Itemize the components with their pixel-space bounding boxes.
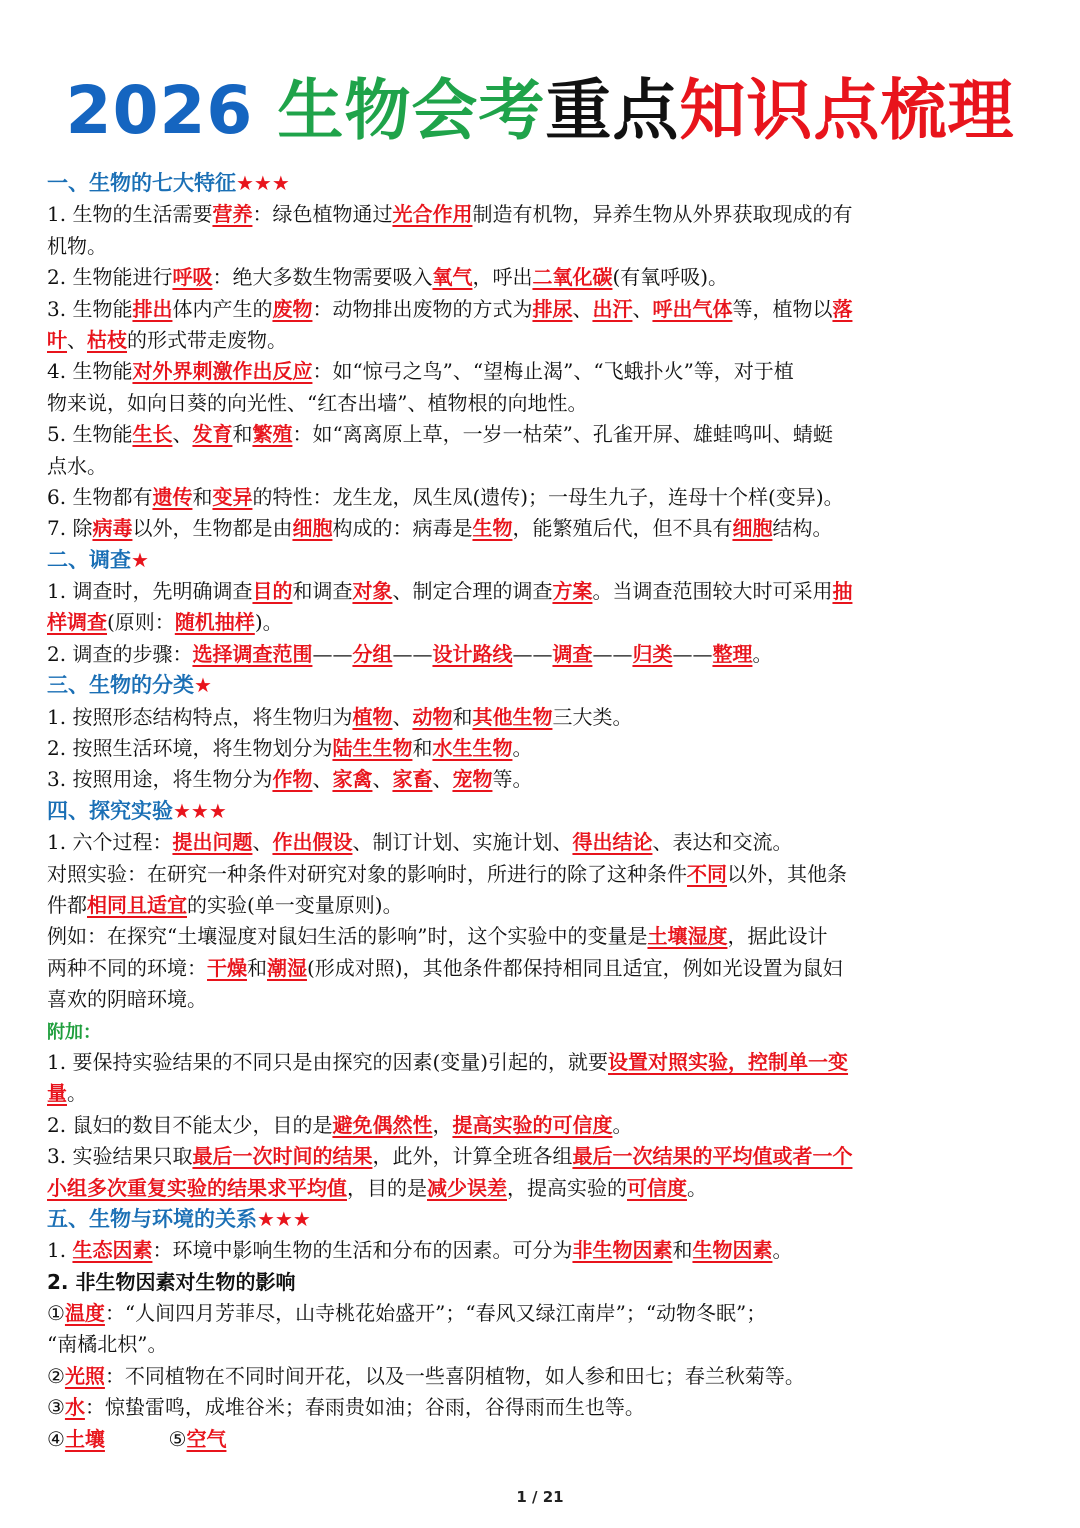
text-line	[47, 231, 1037, 262]
text-line	[47, 419, 1037, 450]
key-term: 繁殖	[252, 422, 293, 447]
key-term: 量	[47, 1081, 67, 1106]
text-line	[47, 1267, 1037, 1298]
addon-label: 附加：	[47, 1021, 101, 1043]
body-text: 制造有机物，异养生物从外界获取现成的有	[472, 202, 853, 227]
importance-stars: ★★★	[236, 171, 290, 195]
key-term: 排出	[132, 296, 173, 321]
key-term: 发育	[192, 422, 233, 447]
body-text: 、制订计划、实施计划、	[352, 830, 573, 855]
body-text: 点水。	[47, 453, 107, 478]
title-part: 生物会考	[277, 72, 546, 149]
key-term: 对外界刺激作出反应	[132, 359, 313, 384]
key-term: 提出问题	[172, 830, 253, 855]
body-text: ——	[672, 641, 713, 666]
key-term: 家禽	[332, 767, 373, 792]
section-heading: 二、调查	[47, 547, 131, 572]
key-term: 最后一次时间的结果	[192, 1144, 373, 1169]
section-heading: 一、生物的七大特征	[47, 171, 236, 195]
key-term: 相同且适宜	[87, 892, 187, 917]
body-text: 、	[572, 296, 593, 321]
importance-stars: ★★★	[173, 798, 227, 823]
text-line	[47, 388, 1037, 419]
body-text: 、表达和交流。	[652, 830, 793, 855]
key-term: 调查	[552, 641, 593, 666]
body-text: ，提高实验的	[507, 1175, 627, 1200]
key-term: 样调查	[47, 610, 107, 635]
document-body	[47, 168, 1037, 1455]
body-text: 、制定合理的调查	[392, 579, 553, 604]
key-term: 设计路线	[432, 641, 513, 666]
body-text: 4. 生物能	[47, 359, 133, 384]
body-text: 1. 调查时，先明确调查	[47, 579, 253, 604]
body-text: ，此外，计算全班各组	[372, 1144, 573, 1169]
body-text: ——	[592, 641, 633, 666]
key-term: 营养	[212, 202, 253, 227]
text-line	[47, 702, 1037, 733]
text-line	[47, 1424, 1037, 1455]
key-term: 潮湿	[267, 955, 307, 980]
body-text: 对照实验：在研究一种条件对研究对象的影响时，所进行的除了这种条件	[47, 861, 687, 886]
body-text: “南橘北枳”。	[47, 1332, 168, 1357]
text-line	[47, 168, 1037, 199]
key-term: 生态因素	[72, 1238, 153, 1263]
body-text: ——	[392, 641, 433, 666]
key-term: 废物	[272, 296, 313, 321]
key-term: 空气	[186, 1426, 227, 1451]
body-text: 以外，生物都是由	[132, 516, 293, 541]
text-line	[47, 325, 1037, 356]
body-text: ③	[47, 1395, 65, 1420]
body-text: 机物。	[47, 233, 107, 258]
key-term: 非生物因素	[572, 1238, 673, 1263]
body-text: 的实验(单一变量原则)。	[187, 892, 403, 917]
body-text: 。	[67, 1081, 87, 1106]
text-line	[47, 513, 1037, 544]
body-text: 、	[252, 830, 273, 855]
key-term: 植物	[352, 704, 393, 729]
text-line	[47, 1110, 1037, 1141]
body-text: 的形式带走废物。	[127, 327, 287, 352]
key-term: 选择调查范围	[192, 641, 313, 666]
key-term: 氧气	[432, 265, 473, 290]
body-text: (有氧呼吸)。	[612, 265, 729, 290]
key-term: 随机抽样	[174, 610, 255, 635]
text-line	[47, 576, 1037, 607]
body-text: 以外，其他条	[727, 861, 847, 886]
key-term: 方案	[552, 579, 593, 604]
title-part: 知识点梳理	[679, 72, 1015, 149]
text-line	[47, 1016, 1037, 1047]
title-part: 2026	[65, 72, 278, 149]
text-line	[47, 451, 1037, 482]
body-text: ②	[47, 1363, 65, 1388]
body-text: 。	[772, 1238, 793, 1263]
key-term: 干燥	[207, 955, 247, 980]
body-text: ④	[47, 1426, 65, 1451]
text-line	[47, 1392, 1037, 1423]
text-line	[47, 1361, 1037, 1392]
key-term: 土壤湿度	[647, 924, 728, 949]
importance-stars: ★	[194, 673, 212, 698]
body-text: ⑤	[104, 1426, 187, 1451]
title-part: 重点	[545, 72, 680, 149]
body-text: 。	[612, 1112, 633, 1137]
body-text: 和	[672, 1238, 693, 1263]
body-text: 、	[67, 327, 87, 352]
body-text: ，能繁殖后代，但不具有	[512, 516, 733, 541]
key-term: 可信度	[627, 1175, 687, 1200]
body-text: 3. 按照用途，将生物分为	[47, 767, 273, 792]
body-text: 2. 按照生活环境，将生物划分为	[47, 736, 333, 761]
page-title	[0, 66, 1080, 156]
text-line	[47, 921, 1037, 952]
body-text: ：绿色植物通过	[252, 202, 393, 227]
body-text: ：不同植物在不同时间开花，以及一些喜阴植物，如人参和田七；春兰秋菊等。	[104, 1363, 805, 1388]
body-text: 。	[687, 1175, 707, 1200]
body-text: (形成对照)，其他条件都保持相同且适宜，例如光设置为鼠妇	[307, 955, 843, 980]
text-line	[47, 890, 1037, 921]
key-term: 最后一次结果的平均值或者一个	[572, 1144, 853, 1169]
section-heading: 五、生物与环境的关系	[47, 1206, 257, 1231]
key-term: 生物	[472, 516, 513, 541]
text-line	[47, 733, 1037, 764]
key-term: 提高实验的可信度	[452, 1112, 613, 1137]
body-text: 体内产生的	[172, 296, 273, 321]
body-text: 3. 实验结果只取	[47, 1144, 193, 1169]
body-text: 3. 生物能	[47, 296, 133, 321]
body-text: ：绝大多数生物需要吸入	[212, 265, 433, 290]
body-text: 1.	[47, 1238, 73, 1263]
key-term: 设置对照实验，控制单一变	[608, 1049, 849, 1074]
body-text: 和	[412, 736, 433, 761]
body-text: 、	[392, 704, 413, 729]
body-text: 1. 要保持实验结果的不同只是由探究的因素(变量)引起的，就要	[47, 1049, 609, 1074]
key-term: 生长	[132, 422, 173, 447]
body-text: ：“人间四月芳菲尽，山寺桃花始盛开”；“春风又绿江南岸”；“动物冬眠”；	[104, 1301, 767, 1326]
body-text: 构成的：病毒是	[332, 516, 473, 541]
key-term: 光照	[64, 1363, 105, 1388]
text-line	[47, 670, 1037, 701]
text-line	[47, 859, 1037, 890]
body-text: 。	[752, 641, 773, 666]
section-heading: 三、生物的分类	[47, 673, 194, 698]
key-term: 家畜	[392, 767, 433, 792]
text-line	[47, 607, 1037, 638]
key-term: 土壤	[64, 1426, 105, 1451]
body-text: 和	[232, 422, 253, 447]
text-line	[47, 294, 1037, 325]
body-text: ，	[432, 1112, 453, 1137]
body-text: 和	[452, 704, 473, 729]
body-text: ①	[47, 1301, 65, 1326]
text-line	[47, 1047, 1037, 1078]
body-text: ——	[312, 641, 353, 666]
body-text: 两种不同的环境：	[47, 955, 207, 980]
body-text: (原则：	[107, 610, 175, 635]
importance-stars: ★	[131, 547, 149, 572]
key-term: 叶	[47, 327, 67, 352]
text-line	[47, 764, 1037, 795]
text-line	[47, 482, 1037, 513]
body-text: ，呼出	[472, 265, 533, 290]
body-text: 和	[247, 955, 267, 980]
body-text: 、	[632, 296, 653, 321]
body-text: 三大类。	[552, 704, 633, 729]
body-text: ：如“惊弓之鸟”、“望梅止渴”、“飞蛾扑火”等，对于植	[312, 359, 794, 384]
text-line	[47, 1204, 1037, 1235]
text-line	[47, 827, 1037, 858]
body-text: ：动物排出废物的方式为	[312, 296, 533, 321]
key-term: 分组	[352, 641, 393, 666]
key-term: 抽	[832, 579, 853, 604]
key-term: 目的	[252, 579, 293, 604]
page-number: 1 / 21	[516, 1488, 564, 1506]
key-term: 变异	[212, 484, 253, 509]
text-line	[47, 1173, 1037, 1204]
key-term: 陆生生物	[332, 736, 413, 761]
importance-stars: ★★★	[257, 1206, 311, 1231]
body-text: ，据此设计	[727, 924, 828, 949]
body-text: ：如“离离原上草，一岁一枯荣”、孔雀开屏、雄蛙鸣叫、蜻蜓	[292, 422, 833, 447]
body-text: 等，植物以	[732, 296, 833, 321]
key-term: 排尿	[532, 296, 573, 321]
key-term: 落	[832, 296, 853, 321]
body-text: 7. 除	[47, 516, 93, 541]
text-line	[47, 262, 1037, 293]
text-line	[47, 796, 1037, 827]
key-term: 二氧化碳	[532, 265, 613, 290]
body-text: 1. 按照形态结构特点，将生物归为	[47, 704, 353, 729]
body-text: 。	[512, 736, 533, 761]
key-term: 细胞	[292, 516, 333, 541]
body-text: 2. 生物能进行	[47, 265, 173, 290]
key-term: 作物	[272, 767, 313, 792]
key-term: 对象	[352, 579, 393, 604]
body-text: 5. 生物能	[47, 422, 133, 447]
key-term: 水生生物	[432, 736, 513, 761]
key-term: 生物因素	[692, 1238, 773, 1263]
body-text: 、	[432, 767, 453, 792]
text-line	[47, 199, 1037, 230]
key-term: 呼出气体	[652, 296, 733, 321]
body-text: 例如：在探究“土壤湿度对鼠妇生活的影响”时，这个实验中的变量是	[47, 924, 648, 949]
key-term: 呼吸	[172, 265, 213, 290]
text-line	[47, 984, 1037, 1015]
key-term: 不同	[687, 861, 727, 886]
body-text: ，目的是	[347, 1175, 427, 1200]
body-text: 喜欢的阴暗环境。	[47, 987, 207, 1012]
key-term: 细胞	[732, 516, 773, 541]
key-term: 作出假设	[272, 830, 353, 855]
body-text: ——	[512, 641, 553, 666]
body-text: 、	[172, 422, 193, 447]
key-term: 水	[64, 1395, 85, 1420]
body-text: 等。	[492, 767, 533, 792]
key-term: 枯枝	[87, 327, 127, 352]
text-line	[47, 953, 1037, 984]
key-term: 遗传	[152, 484, 193, 509]
key-term: 光合作用	[392, 202, 473, 227]
text-line	[47, 1329, 1037, 1360]
body-text: 件都	[47, 892, 87, 917]
text-line	[47, 356, 1037, 387]
text-line	[47, 639, 1037, 670]
body-text: 和	[192, 484, 213, 509]
text-line	[47, 545, 1037, 576]
text-line	[47, 1235, 1037, 1266]
body-text: ：环境中影响生物的生活和分布的因素。可分为	[152, 1238, 573, 1263]
body-text: 1. 生物的生活需要	[47, 202, 213, 227]
key-term: 整理	[712, 641, 753, 666]
section-heading: 四、探究实验	[47, 798, 173, 823]
key-term: 温度	[64, 1301, 105, 1326]
body-text: 、	[312, 767, 333, 792]
body-text: 2. 鼠妇的数目不能太少，目的是	[47, 1112, 333, 1137]
key-term: 宠物	[452, 767, 493, 792]
key-term: 小组多次重复实验的结果求平均值	[47, 1175, 347, 1200]
body-text: 6. 生物都有	[47, 484, 153, 509]
body-text: 和调查	[292, 579, 353, 604]
text-line	[47, 1078, 1037, 1109]
body-text: 2. 调查的步骤：	[47, 641, 193, 666]
body-text: 的特性：龙生龙，凤生凤(遗传)；一母生九子，连母十个样(变异)。	[252, 484, 844, 509]
key-term: 动物	[412, 704, 453, 729]
body-text: ：惊蛰雷鸣，成堆谷米；春雨贵如油；谷雨，谷得雨而生也等。	[84, 1395, 645, 1420]
body-text: 1. 六个过程：	[47, 830, 173, 855]
key-term: 出汗	[592, 296, 633, 321]
key-term: 避免偶然性	[332, 1112, 433, 1137]
subheading: 2. 非生物因素对生物的影响	[47, 1269, 296, 1294]
body-text: 物来说，如向日葵的向光性、“红杏出墙”、植物根的向地性。	[47, 390, 588, 415]
key-term: 归类	[632, 641, 673, 666]
body-text: )。	[254, 610, 283, 635]
text-line	[47, 1298, 1037, 1329]
body-text: 。当调查范围较大时可采用	[592, 579, 833, 604]
body-text: 结构。	[772, 516, 833, 541]
body-text: 、	[372, 767, 393, 792]
key-term: 病毒	[92, 516, 133, 541]
text-line	[47, 1141, 1037, 1172]
key-term: 得出结论	[572, 830, 653, 855]
key-term: 其他生物	[472, 704, 553, 729]
key-term: 减少误差	[427, 1175, 507, 1200]
